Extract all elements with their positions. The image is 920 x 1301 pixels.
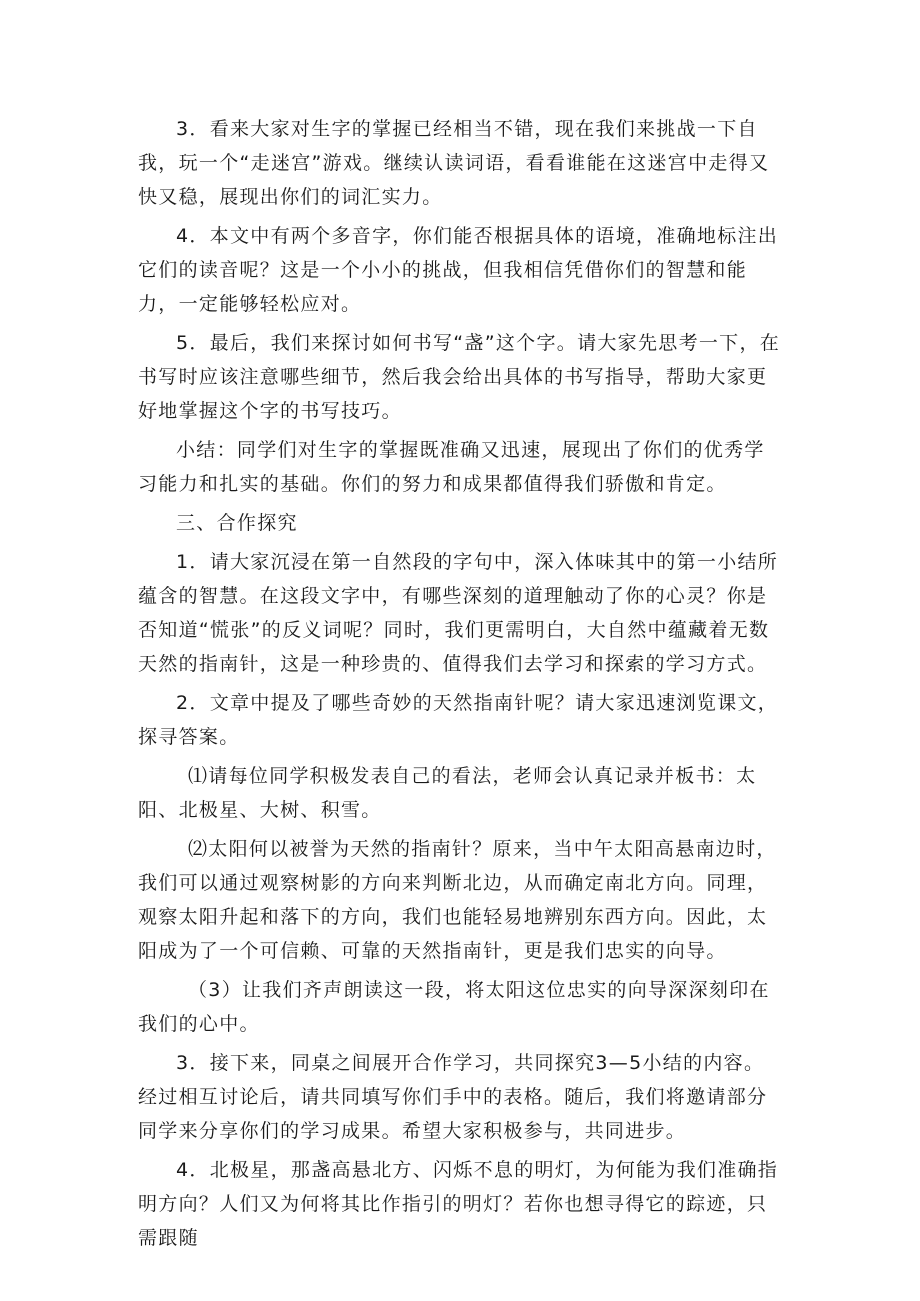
question-2-paragraph: 2．文章中提及了哪些奇妙的天然指南针呢？请大家迅速浏览课文，探寻答案。 <box>138 692 779 748</box>
paragraph-item-4: 4．本文中有两个多音字，你们能否根据具体的语境，准确地标注出它们的读音呢？这是一个小小的挑战，但我相信凭借你们的智慧和能力，一定能够轻松应对。 <box>138 225 779 315</box>
section-heading: 三、合作探究 <box>176 512 298 534</box>
question-2-sub-3: （3）让我们齐声朗读这一段，将太阳这位忠实的向导深深刻印在我们的心中。 <box>138 979 770 1035</box>
question-1-paragraph: 1．请大家沉浸在第一自然段的字句中，深入体味其中的第一小结所蕴含的智慧。在这段文字中，有哪些深刻的道理触动了你的心灵？你是否知道“慌张”的反义词呢？同时，我们更需明白，大自然中蕴藏着无数天然的指南针，这是一种珍贵的、值得我们去学习和探索的学习方式。 <box>138 551 779 675</box>
question-3-paragraph: 3．接下来，同桌之间展开合作学习，共同探究3—5小结的内容。经过相互讨论后，请共同填写你们手中的表格。随后，我们将邀请部分同学来分享你们的学习成果。希望大家积极参与，共同进步。 <box>138 1052 768 1142</box>
paragraph-item-3: 3．看来大家对生字的掌握已经相当不错，现在我们来挑战一下自我，玩一个“走迷宫”游戏。继续认读词语，看看谁能在这迷宫中走得又快又稳，展现出你们的词汇实力。 <box>138 118 770 208</box>
paragraph-item-5: 5．最后，我们来探讨如何书写“盏”这个字。请大家先思考一下，在书写时应该注意哪些细节，然后我会给出具体的书写指导，帮助大家更好地掌握这个字的书写技巧。 <box>138 332 781 422</box>
question-2-sub-2: ⑵太阳何以被誉为天然的指南针？原来，当中午太阳高悬南边时，我们可以通过观察树影的方向来判断北边，从而确定南北方向。同理，观察太阳升起和落下的方向，我们也能轻易地辨别东西方向。因此，太阳成为了一个可信赖、可靠的天然指南针，更是我们忠实的向导。 <box>138 838 777 962</box>
question-4-paragraph: 4．北极星，那盏高悬北方、闪烁不息的明灯，为何能为我们准确指明方向？人们又为何将其比作指引的明灯？若你也想寻得它的踪迹，只需跟随 <box>138 1159 779 1249</box>
summary-paragraph: 小结：同学们对生字的掌握既准确又迅速，展现出了你们的优秀学习能力和扎实的基础。你们的努力和成果都值得我们骄傲和肯定。 <box>138 439 765 495</box>
question-2-sub-1: ⑴请每位同学积极发表自己的看法，老师会认真记录并板书：太阳、北极星、大树、积雪。 <box>138 765 757 821</box>
